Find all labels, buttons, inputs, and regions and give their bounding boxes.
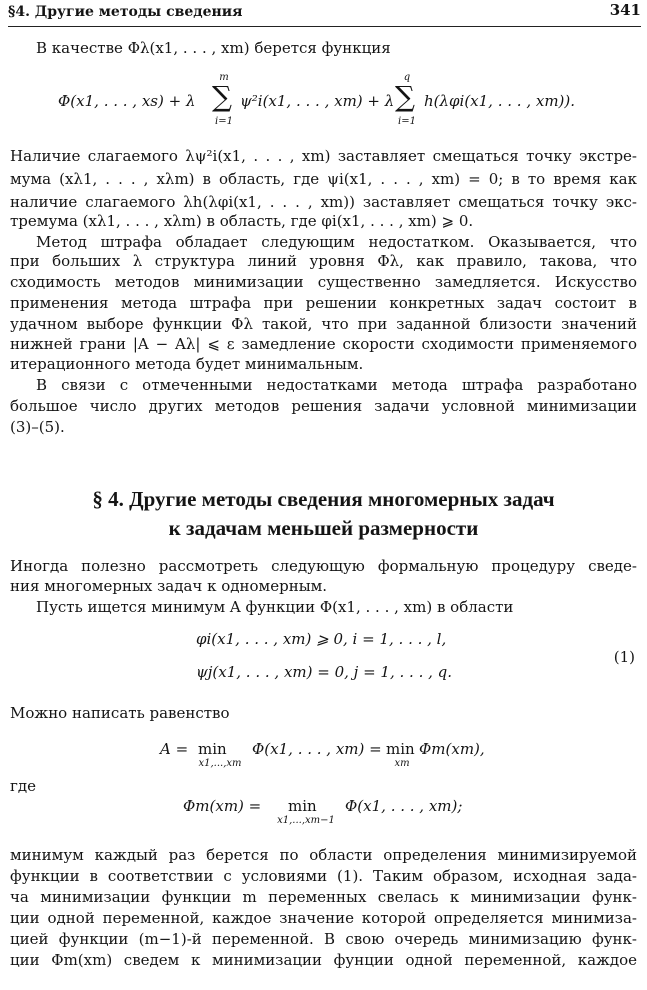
p6-line: Можно написать равенство: [10, 704, 230, 722]
p7-line-3: ча минимизации функции m переменных свелась к минимизации функ-: [10, 888, 637, 906]
p1-line-4: тремума (xλ1, . . . , xλm) в область, где φi(x1, . . . , xm) ⩾ 0.: [10, 212, 474, 230]
condition-2: ψj(x1, . . . , xm) = 0, j = 1, . . . , q.: [196, 663, 453, 681]
eq-top-sum2-lower: i=1: [398, 116, 416, 127]
p7-line-4: ции одной переменной, каждое значение которой определяется минимиза-: [10, 909, 637, 927]
p3-line-2: большое число других методов решения задачи условной минимизации: [10, 397, 637, 415]
eq3-a: Φm(xm) =: [183, 797, 262, 815]
eq-top-sum2-upper: q: [403, 72, 411, 83]
p1-line-1: Наличие слагаемого λψ²i(x1, . . . , xm) заставляет смещаться точку экстре-: [10, 147, 637, 165]
eq3-min-sub: x1,...,xm−1: [277, 815, 335, 826]
equation-label: (1): [613, 648, 635, 666]
eq-top-sum1-lower: i=1: [215, 116, 233, 127]
eq2-min2-sub: xm: [394, 758, 410, 769]
section-heading-line-1: § 4. Другие методы сведения многомерных задач: [92, 487, 555, 511]
eq-top-sum1-upper: m: [219, 72, 229, 83]
p3-line-1: В связи с отмеченными недостатками метода штрафа разработано: [36, 376, 637, 394]
eq2-min: min: [198, 740, 227, 758]
sum-sign-2: ∑: [395, 80, 415, 113]
p1-line-3: наличие слагаемого λh(λφi(x1, . . . , xm)) заставляет смещаться точку экс-: [10, 193, 637, 211]
eq2-a: A =: [160, 740, 189, 758]
p2-line-3: сходимость методов минимизации существенно замедляется. Искусство: [10, 273, 637, 291]
section-heading-line-2: к задачам меньшей размерности: [168, 516, 479, 540]
eq2-min2: min: [386, 740, 415, 758]
p2-line-2: при больших λ структура линий уровня Φλ, как правило, такова, что: [10, 252, 637, 270]
p5-line: Пусть ищется минимум A функции Φ(x1, . . . , xm) в области: [36, 598, 514, 616]
eq-top-lhs: Φ(x1, . . . , xs) + λ: [58, 92, 196, 110]
condition-1: φi(x1, . . . , xm) ⩾ 0, i = 1, . . . , l,: [196, 630, 447, 648]
p1-line-2: мума (xλ1, . . . , xλm) в область, где ψi(x1, . . . , xm) = 0; в то время как: [10, 170, 637, 188]
p2-line-6: нижней грани |A − Aλ| ⩽ ε замедление скорости сходимости применяемого: [10, 335, 637, 353]
p7-line-2: функции в соответствии с условиями (1). Таким образом, исходная зада-: [10, 867, 637, 885]
p7-line-6: ции Φm(xm) сведем к минимизации фунции одной переменной, каждое: [10, 951, 637, 969]
p4-line-1: Иногда полезно рассмотреть следующую формальную процедуру сведе-: [10, 557, 637, 575]
p2-line-5: удачном выборе функции Φλ такой, что при заданной близости значений: [10, 315, 637, 333]
p7-line-1: минимум каждый раз берется по области определения минимизируемой: [10, 846, 637, 864]
header-title: §4. Другие методы сведения: [8, 4, 243, 20]
eq2-min-sub: x1,...,xm: [198, 758, 242, 769]
eq-top-term1: ψ²i(x1, . . . , xm) + λ: [240, 92, 395, 110]
eq2-c: Φm(xm),: [419, 740, 485, 758]
p2-line-1: Метод штрафа обладает следующим недостатком. Оказывается, что: [36, 233, 637, 251]
eq2-b: Φ(x1, . . . , xm) =: [252, 740, 382, 758]
running-header: [8, 0, 641, 27]
p7-line-5: цией функции (m−1)-й переменной. В свою очередь минимизацию функ-: [10, 930, 637, 948]
p2-line-7: итерационного метода будет минимальным.: [10, 355, 364, 373]
eq3-min: min: [288, 797, 317, 815]
eq3-b: Φ(x1, . . . , xm);: [345, 797, 463, 815]
eq-top-term2: h(λφi(x1, . . . , xm)).: [424, 92, 576, 110]
intro-line: В качестве Φλ(x1, . . . , xm) берется функция: [36, 39, 391, 57]
sum-sign-1: ∑: [212, 80, 232, 113]
page-number: 341: [609, 1, 641, 19]
where-label: где: [10, 777, 36, 795]
p3-line-3: (3)–(5).: [10, 418, 65, 436]
p4-line-2: ния многомерных задач к одномерным.: [10, 577, 328, 595]
p2-line-4: применения метода штрафа при решении конкретных задач состоит в: [10, 294, 637, 312]
